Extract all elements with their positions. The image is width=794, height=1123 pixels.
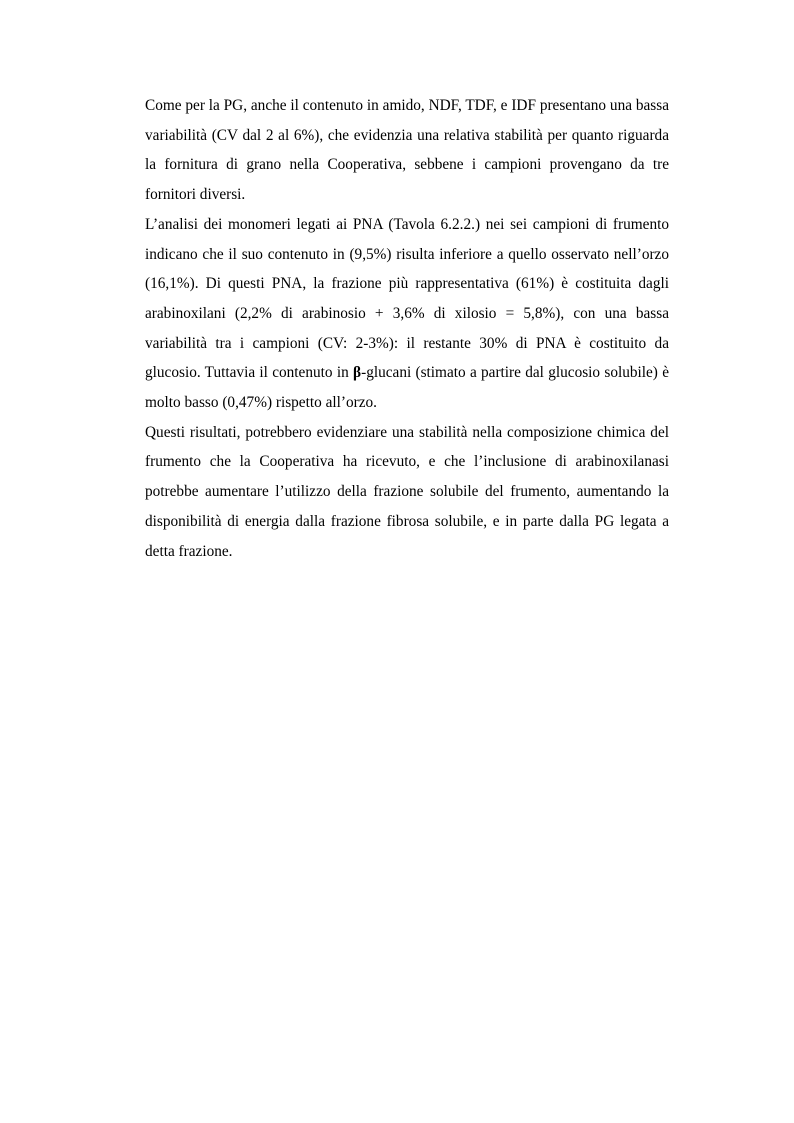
beta-symbol: β — [353, 364, 362, 382]
body-text — [145, 91, 669, 566]
paragraph-2-text-start: L’analisi dei monomeri legati ai PNA (Tavola 6.2.2.) nei sei campioni di frumento indicano che il suo contenuto in (9,5%) risulta inferiore a quello osservato nell’orzo (16,1%). Di questi PNA, la frazione più rappresentativa (61%) è costituita dagli arabinoxilani (2,2% di arabinosio + 3,6% di xilosio = 5,8%), con una bassa variabilità tra i campioni (CV: 2-3%): il restante 30% di PNA è costituito da glucosio. Tuttavia il contenuto in — [145, 215, 669, 382]
paragraph-1-text: Come per la PG, anche il contenuto in amido, NDF, TDF, e IDF presentano una bassa variabilità (CV dal 2 al 6%), che evidenzia una relativa stabilità per quanto riguarda la fornitura di grano nella Cooperativa, sebbene i campioni provengano da tre fornitori diversi. — [145, 97, 669, 204]
paragraph-3 — [145, 418, 669, 567]
paragraph-3-text: Questi risultati, potrebbero evidenziare una stabilità nella composizione chimica del frumento che la Cooperativa ha ricevuto, e che l’inclusione di arabinoxilanasi potrebbe aumentare l’utilizzo della frazione solubile del frumento, aumentando la disponibilità di energia dalla frazione fibrosa solubile, e in parte dalla PG legata a detta frazione. — [145, 423, 669, 560]
paragraph-1 — [145, 91, 669, 210]
paragraph-2 — [145, 210, 669, 418]
paragraph-2-text-end: -glucani (stimato a partire dal glucosio solubile) è molto basso (0,47%) rispetto all’orzo. — [145, 364, 669, 412]
